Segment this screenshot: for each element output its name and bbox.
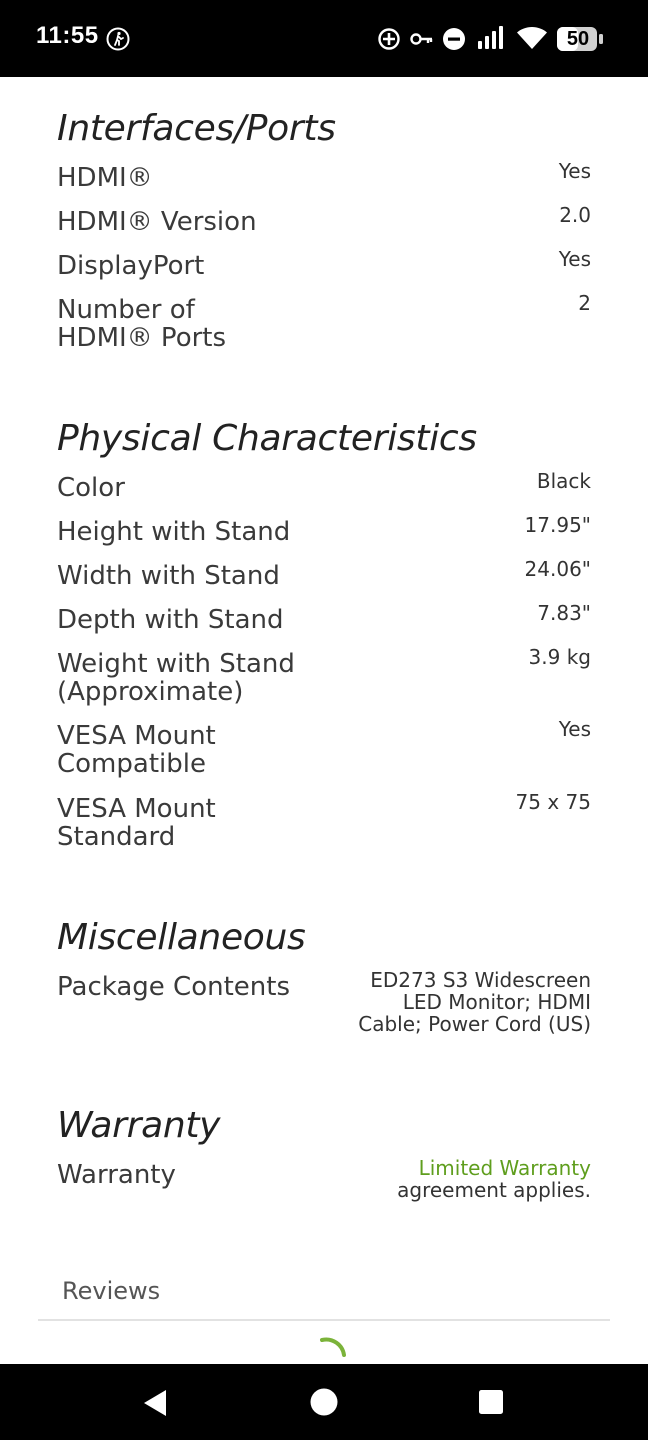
vpn-key-icon: [410, 30, 434, 52]
spec-label-line: Compatible: [57, 749, 206, 779]
spec-label-line: Weight with Stand: [57, 649, 295, 679]
spec-label: [57, 795, 347, 851]
spec-label: [57, 296, 347, 352]
spec-row: [57, 790, 591, 852]
spec-label-line: Standard: [57, 822, 176, 852]
spec-label: Package Contents: [57, 972, 290, 1002]
spec-row: [57, 203, 591, 237]
section-physical: [57, 414, 591, 851]
spec-row: [57, 159, 591, 193]
status-bar: [0, 0, 648, 77]
spec-value: Yes: [558, 159, 591, 183]
section-miscellaneous: [57, 913, 591, 1036]
spec-row: [57, 645, 591, 707]
spec-value: Yes: [558, 247, 591, 271]
battery-icon: [556, 26, 604, 56]
wifi-icon: [516, 26, 548, 54]
tab-reviews[interactable]: [38, 1273, 610, 1321]
spec-label: Color: [57, 473, 125, 503]
navigation-bar: [0, 1364, 648, 1440]
spec-value: 2: [578, 291, 591, 315]
spec-row: [57, 601, 591, 635]
do-not-disturb-icon: [442, 27, 466, 55]
status-time: 11:55: [36, 22, 99, 49]
spec-label: Height with Stand: [57, 517, 291, 547]
section-title: Warranty: [57, 1105, 221, 1146]
spec-label: [57, 650, 347, 706]
spec-value: [358, 969, 591, 1035]
spec-row: [57, 291, 591, 353]
home-icon[interactable]: [309, 1387, 339, 1421]
recent-apps-icon[interactable]: [478, 1389, 504, 1419]
spec-value: 24.06": [524, 557, 591, 581]
spec-value-line: LED Monitor; HDMI: [402, 990, 591, 1014]
limited-warranty-link[interactable]: Limited Warranty: [418, 1156, 591, 1180]
spec-row: [57, 469, 591, 503]
spec-label-line: VESA Mount: [57, 721, 216, 751]
spec-row: [57, 513, 591, 547]
spec-row: [57, 557, 591, 591]
spec-value-line: Cable; Power Cord (US): [358, 1012, 591, 1036]
spec-value-line: ED273 S3 Widescreen: [370, 968, 591, 992]
loading-spinner-icon: [300, 1333, 350, 1364]
section-warranty: [57, 1101, 591, 1202]
spec-row: [57, 1156, 591, 1202]
spec-label: HDMI® Version: [57, 207, 257, 237]
accessibility-icon: [106, 27, 130, 55]
spec-label: Width with Stand: [57, 561, 280, 591]
spec-label: Warranty: [57, 1160, 176, 1190]
section-title: Interfaces/Ports: [57, 108, 336, 149]
section-interfaces: [57, 104, 591, 352]
spec-value-line: agreement applies.: [397, 1178, 591, 1202]
spec-value: Black: [536, 469, 591, 493]
spec-label-line: VESA Mount: [57, 794, 216, 824]
spec-row: [57, 717, 591, 779]
spec-value: 3.9 kg: [528, 645, 591, 669]
spec-label-line: Number of: [57, 295, 195, 325]
spec-value: 7.83": [537, 601, 591, 625]
spec-value: 17.95": [524, 513, 591, 537]
spec-label: Depth with Stand: [57, 605, 284, 635]
spec-label: DisplayPort: [57, 251, 205, 281]
spec-label: [57, 722, 347, 778]
battery-level: 50: [566, 28, 590, 50]
spec-label: HDMI®: [57, 163, 153, 193]
sync-icon: [377, 27, 401, 55]
signal-icon: [476, 26, 506, 54]
spec-value: [397, 1157, 591, 1201]
spec-label-line: (Approximate): [57, 677, 244, 707]
spec-row: [57, 247, 591, 281]
tab-reviews-label: Reviews: [62, 1277, 161, 1305]
spec-value: Yes: [558, 717, 591, 741]
spec-value: 2.0: [559, 203, 591, 227]
spec-value: 75 x 75: [515, 790, 591, 814]
spec-row: [57, 968, 591, 1036]
section-title: Physical Characteristics: [57, 418, 477, 459]
back-icon[interactable]: [140, 1388, 170, 1422]
product-specs[interactable]: [0, 77, 648, 1364]
spec-label-line: HDMI® Ports: [57, 323, 227, 353]
section-title: Miscellaneous: [57, 917, 306, 958]
